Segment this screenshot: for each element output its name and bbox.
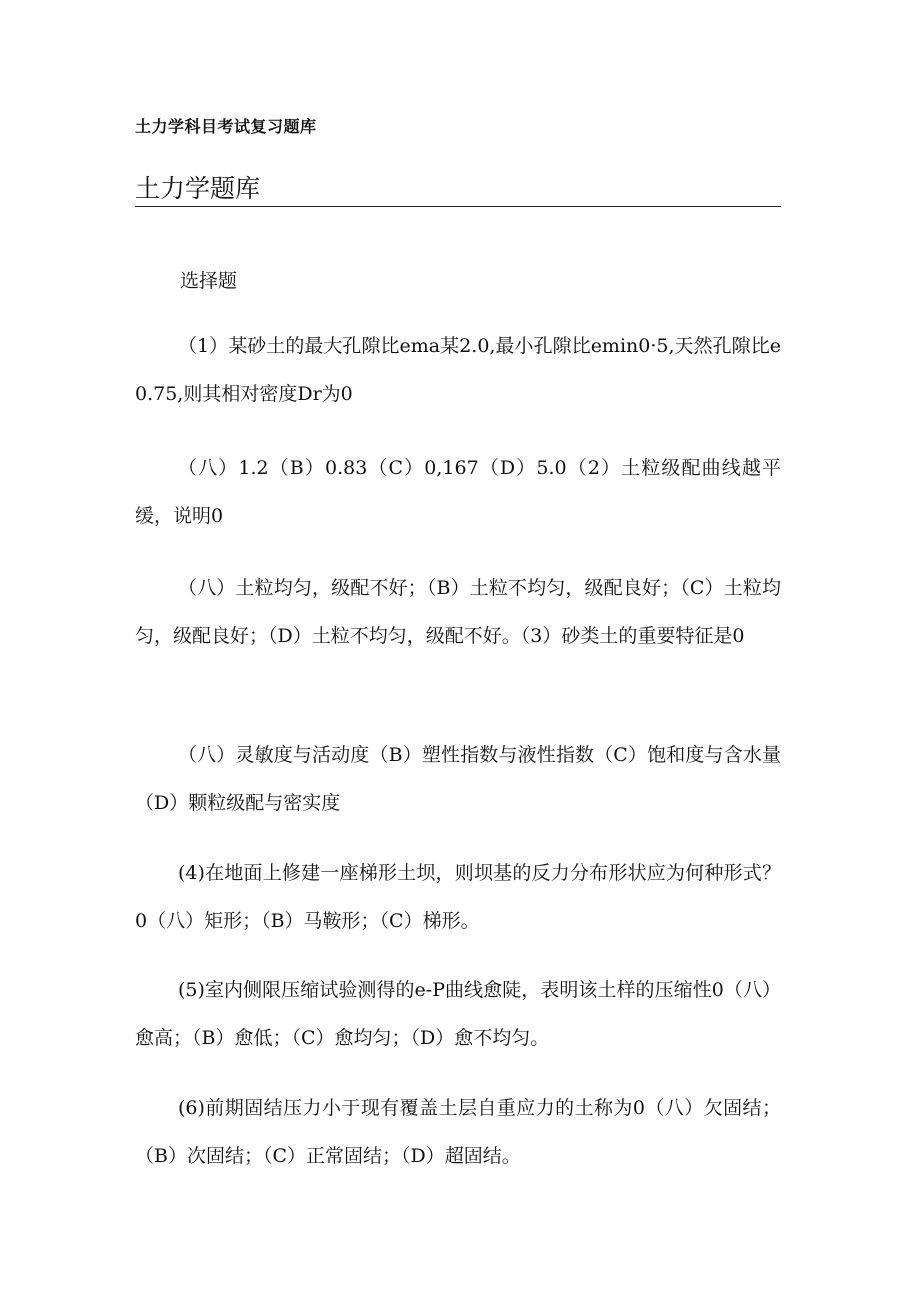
section-heading: 选择题 (180, 270, 238, 292)
question-5: (5)室内侧限压缩试验测得的e-P曲线愈陡，表明该土样的压缩性0（八）愈高；（B）愈低；（C）愈均匀；（D）愈不均匀。 (135, 979, 781, 1049)
document-header: 土力学科目考试复习题库 (135, 117, 317, 136)
title-underline (135, 206, 781, 207)
question-1-options-question-2: （八）1.2（B）0.83（C）0,167（D）5.0（2）土粒级配曲线越平缓，说明0 (135, 457, 781, 527)
question-2-options-question-3: （八）土粒均匀，级配不好；（B）土粒不均匀，级配良好；（C）土粒均匀，级配良好；（D）土粒不均匀，级配不好。（3）砂类土的重要特征是0 (135, 577, 781, 647)
question-6: (6)前期固结压力小于现有覆盖土层自重应力的土称为0（八）欠固结；（B）次固结；（C）正常固结；（D）超固结。 (135, 1097, 781, 1167)
question-3-options: （八）灵敏度与活动度（B）塑性指数与液性指数（C）饱和度与含水量（D）颗粒级配与密实度 (135, 744, 781, 814)
question-4: (4)在地面上修建一座梯形土坝，则坝基的反力分布形状应为何种形式？0（八）矩形；（B）马鞍形；（C）梯形。 (135, 862, 781, 932)
question-1: （1）某砂土的最大孔隙比ema某2.0,最小孔隙比emin0·5,天然孔隙比e0.75,则其相对密度Dr为0 (135, 335, 781, 405)
document-title: 土力学题库 (135, 174, 261, 203)
